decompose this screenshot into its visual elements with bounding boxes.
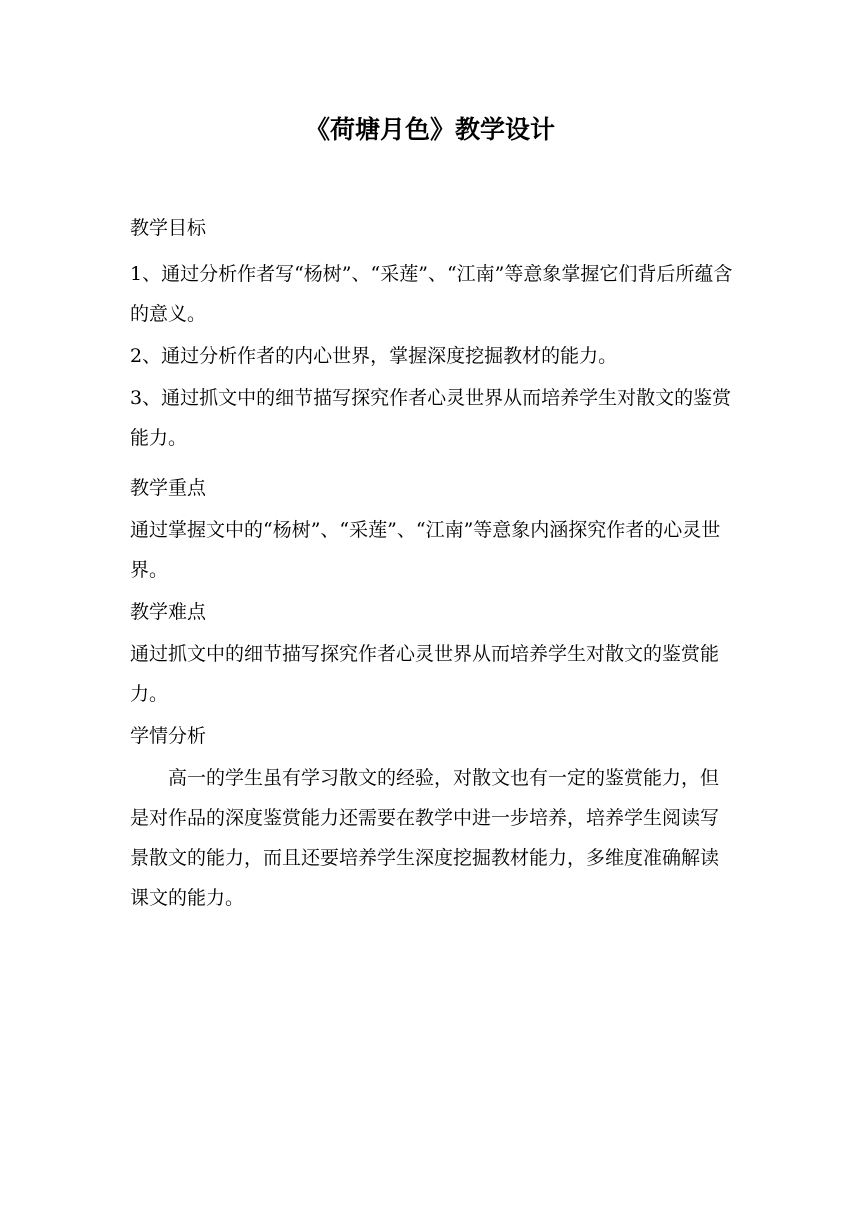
section-heading-difficulties: 教学难点: [130, 601, 207, 623]
objective-item-3: 3、通过抓文中的细节描写探究作者心灵世界从而培养学生对散文的鉴赏能力。: [130, 387, 732, 449]
objective-item-1: 1、通过分析作者写“杨树”、“采莲”、“江南”等意象掌握它们背后所蕴含的意义。: [130, 263, 733, 325]
document-title: 《荷塘月色》教学设计: [304, 115, 555, 144]
section-heading-analysis: 学情分析: [130, 725, 207, 747]
section-heading-key-points: 教学重点: [130, 477, 207, 499]
document-body: [130, 210, 735, 918]
section-heading-objectives: 教学目标: [130, 217, 207, 239]
analysis-text: 高一的学生虽有学习散文的经验，对散文也有一定的鉴赏能力，但是对作品的深度鉴赏能力还需要在教学中进一步培养，培养学生阅读写景散文的能力，而且还要培养学生深度挖掘教材能力，多维度准确解读课文的能力。: [130, 767, 720, 909]
key-points-text: 通过掌握文中的“杨树”、“采莲”、“江南”等意象内涵探究作者的心灵世界。: [130, 519, 721, 581]
difficulties-text: 通过抓文中的细节描写探究作者心灵世界从而培养学生对散文的鉴赏能力。: [130, 643, 720, 705]
objective-item-2: 2、通过分析作者的内心世界，掌握深度挖掘教材的能力。: [130, 345, 618, 367]
